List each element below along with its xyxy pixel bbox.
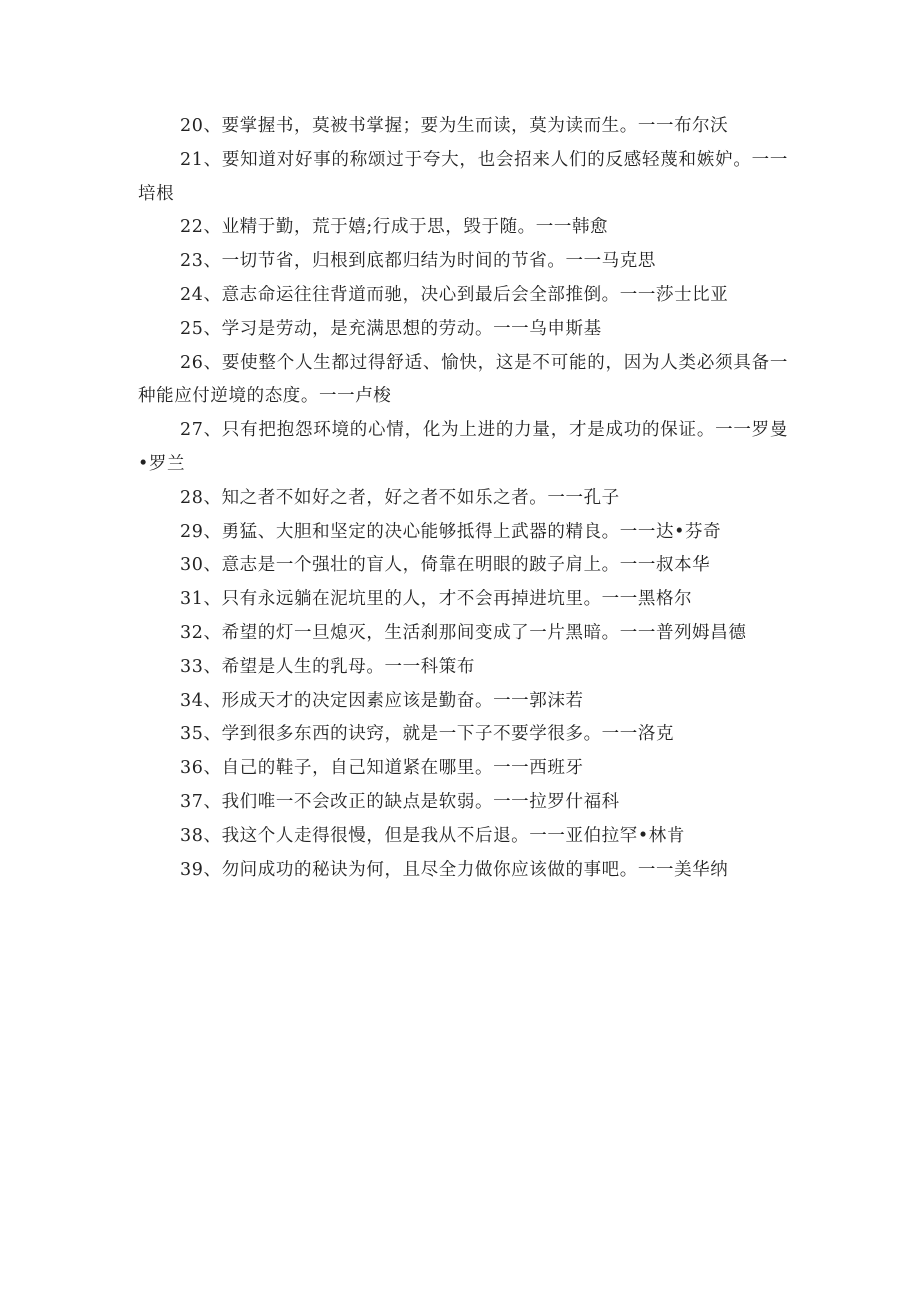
quote-27: 27、只有把抱怨环境的心情，化为上进的力量，才是成功的保证。一一罗曼•罗兰 (138, 420, 788, 474)
quote-20: 20、要掌握书，莫被书掌握；要为生而读，莫为读而生。一一布尔沃 (180, 116, 729, 136)
quote-30: 30、意志是一个强壮的盲人，倚靠在明眼的跛子肩上。一一叔本华 (180, 555, 711, 576)
quote-39: 39、勿问成功的秘诀为何，且尽全力做你应该做的事吧。一一美华纳 (180, 859, 729, 880)
quote-36: 36、自己的鞋子，自己知道紧在哪里。一一西班牙 (180, 758, 584, 779)
quote-26: 26、要使整个人生都过得舒适、愉快，这是不可能的，因为人类必须具备一种能应付逆境的态度。一一卢梭 (138, 352, 788, 407)
quote-25: 25、学习是劳动，是充满思想的劳动。一一乌申斯基 (180, 318, 602, 339)
quote-38: 38、我这个人走得很慢，但是我从不后退。一一亚伯拉罕•林肯 (180, 825, 685, 846)
quote-33: 33、希望是人生的乳母。一一科策布 (180, 656, 475, 677)
quote-34: 34、形成天才的决定因素应该是勤奋。一一郭沫若 (180, 690, 584, 711)
quote-31: 31、只有永远躺在泥坑里的人，才不会再掉进坑里。一一黑格尔 (180, 589, 693, 610)
quote-29: 29、勇猛、大胆和坚定的决心能够抵得上武器的精良。一一达•芬奇 (180, 521, 722, 542)
quote-35: 35、学到很多东西的诀窍，就是一下子不要学很多。一一洛克 (180, 724, 675, 745)
quote-37: 37、我们唯一不会改正的缺点是软弱。一一拉罗什福科 (180, 791, 620, 812)
quote-21: 21、要知道对好事的称颂过于夸大，也会招来人们的反感轻蔑和嫉妒。一一培根 (138, 149, 788, 204)
quote-32: 32、希望的灯一旦熄灭，生活刹那间变成了一片黑暗。一一普列姆昌德 (180, 622, 747, 643)
quote-24: 24、意志命运往往背道而驰，决心到最后会全部推倒。一一莎士比亚 (180, 284, 729, 305)
quote-22: 22、业精于勤，荒于嬉;行成于思，毁于随。一一韩愈 (180, 217, 609, 238)
quote-28: 28、知之者不如好之者，好之者不如乐之者。一一孔子 (180, 487, 620, 508)
quote-list (138, 110, 788, 887)
quote-23: 23、一切节省，归根到底都归结为时间的节省。一一马克思 (180, 251, 656, 272)
